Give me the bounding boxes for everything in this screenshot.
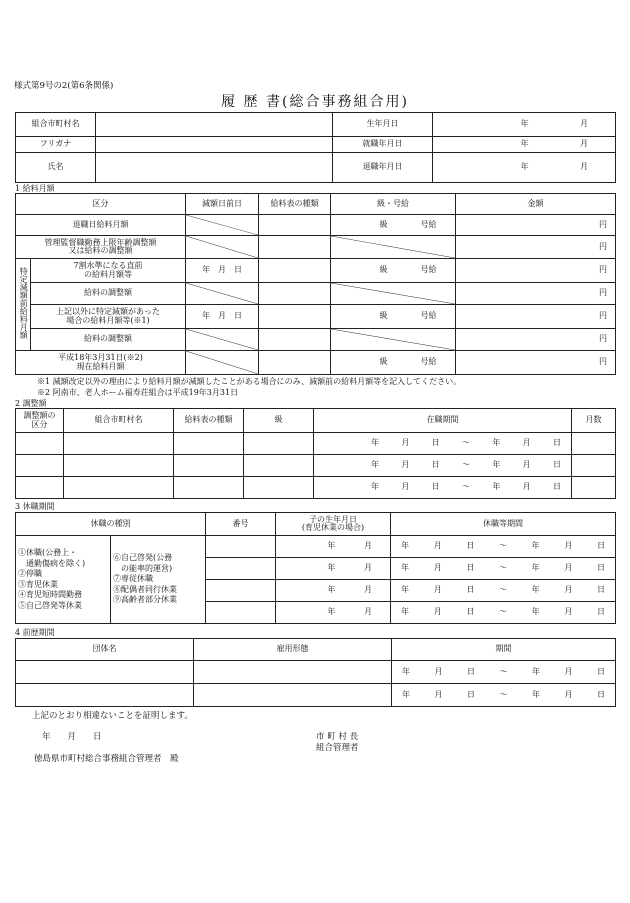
adjustment-table	[15, 408, 616, 499]
input-cell[interactable]	[16, 684, 194, 707]
input-cell[interactable]	[244, 477, 314, 499]
diag-cell	[186, 351, 259, 375]
diag-cell	[186, 283, 259, 305]
col-amount: 金額	[456, 194, 616, 215]
input-cell[interactable]	[259, 283, 331, 305]
child-birth-cell[interactable]: 年 月	[276, 536, 391, 558]
input-cell[interactable]	[244, 455, 314, 477]
period-cell[interactable]: 年 月 日 〜 年 月 日	[392, 684, 616, 707]
date-cell[interactable]: 年 月 日	[186, 305, 259, 329]
amount-cell[interactable]: 円	[456, 259, 616, 283]
row-adjust-b: 給料の調整額	[31, 329, 186, 351]
period-cell[interactable]: 年 月 日 〜 年 月 日	[391, 558, 616, 580]
col-grade: 級・号給	[331, 194, 456, 215]
date-cell[interactable]: 年 月 日	[186, 259, 259, 283]
input-cell[interactable]	[259, 305, 331, 329]
diag-cell	[186, 329, 259, 351]
mayor-label: 市 町 村 長	[316, 732, 359, 742]
union-label: 組合市町村名	[16, 113, 96, 137]
amount-cell[interactable]: 円	[456, 236, 616, 259]
input-cell[interactable]	[194, 684, 392, 707]
input-cell[interactable]	[572, 433, 616, 455]
grade-cell[interactable]: 級 号給	[331, 351, 456, 375]
diag-cell	[331, 283, 456, 305]
diag-cell	[186, 236, 259, 259]
hire-field[interactable]: 年 月	[433, 137, 616, 153]
period-cell[interactable]: 年 月 日 〜 年 月 日	[314, 455, 572, 477]
period-cell[interactable]: 年 月 日 〜 年 月 日	[391, 602, 616, 624]
col-org: 団体名	[16, 639, 194, 661]
section-3-heading: 3 休職期間	[15, 502, 55, 511]
input-cell[interactable]	[259, 236, 331, 259]
amount-cell[interactable]: 円	[456, 215, 616, 236]
input-cell[interactable]	[16, 661, 194, 684]
child-birth-cell[interactable]: 年 月	[276, 580, 391, 602]
period-cell[interactable]: 年 月 日 〜 年 月 日	[314, 433, 572, 455]
input-cell[interactable]	[174, 455, 244, 477]
input-cell[interactable]	[16, 477, 64, 499]
salary-table	[15, 193, 616, 375]
certify-text: 上記のとおり相違ないことを証明します。	[32, 711, 193, 721]
input-cell[interactable]	[16, 433, 64, 455]
row-other-reduce: 上記以外に特定減額があった 場合の給料月額等(※1)	[31, 305, 186, 329]
name-field[interactable]	[96, 153, 333, 183]
col-months: 月数	[572, 409, 616, 433]
input-cell[interactable]	[259, 329, 331, 351]
col-number: 番号	[206, 513, 276, 536]
birth-label: 生年月日	[333, 113, 433, 137]
amount-cell[interactable]: 円	[456, 329, 616, 351]
col-reduce-date: 減額日前日	[186, 194, 259, 215]
input-cell[interactable]	[572, 477, 616, 499]
period-cell[interactable]: 年 月 日 〜 年 月 日	[391, 580, 616, 602]
page-title: 履 歴 書(総合事務組合用)	[221, 94, 409, 110]
name-label: 氏名	[16, 153, 96, 183]
row-adjustment: 管理監督職勤務上限年齢調整額 又は給料の調整額	[16, 236, 186, 259]
retire-field[interactable]: 年 月	[433, 153, 616, 183]
input-cell[interactable]	[194, 661, 392, 684]
col-union: 組合市町村名	[64, 409, 174, 433]
input-cell[interactable]	[16, 455, 64, 477]
child-birth-cell[interactable]: 年 月	[276, 602, 391, 624]
input-cell[interactable]	[259, 259, 331, 283]
leave-kinds-left: ①休職(公務上・ 通勤傷病を除く) ②停職 ③育児休業 ④育児短時間勤務 ⑤自己啓発等休業	[16, 536, 111, 624]
input-cell[interactable]	[174, 433, 244, 455]
personal-info-table	[15, 112, 616, 183]
certify-date: 年 月 日	[42, 732, 102, 742]
amount-cell[interactable]: 円	[456, 283, 616, 305]
row-70pct: 7割水準になる直前 の給料月額等	[31, 259, 186, 283]
grade-cell[interactable]: 級 号給	[331, 259, 456, 283]
diag-cell	[331, 236, 456, 259]
union-field[interactable]	[96, 113, 333, 137]
number-cell[interactable]	[206, 580, 276, 602]
furigana-label: フリガナ	[16, 137, 96, 153]
child-birth-cell[interactable]: 年 月	[276, 558, 391, 580]
note-2: ※2 阿南市、老人ホーム福寿荘組合は平成19年3月31日	[37, 388, 239, 397]
col-leave-period: 休職等期間	[391, 513, 616, 536]
furigana-field[interactable]	[96, 137, 333, 153]
section-2-heading: 2 調整額	[15, 399, 47, 408]
grade-cell[interactable]: 級 号給	[331, 215, 456, 236]
col-period: 期間	[392, 639, 616, 661]
section-4-heading: 4 前歴期間	[15, 628, 55, 637]
col-salary-type: 給料表の種類	[174, 409, 244, 433]
number-cell[interactable]	[206, 558, 276, 580]
input-cell[interactable]	[259, 215, 331, 236]
col-period: 在職期間	[314, 409, 572, 433]
input-cell[interactable]	[64, 433, 174, 455]
input-cell[interactable]	[174, 477, 244, 499]
period-cell[interactable]: 年 月 日 〜 年 月 日	[391, 536, 616, 558]
leave-table	[15, 512, 616, 624]
grade-cell[interactable]: 級 号給	[331, 305, 456, 329]
col-salary-type: 給料表の種類	[259, 194, 331, 215]
row-h18: 平成18年3月31日(※2) 現在給料月額	[16, 351, 186, 375]
retire-label: 退職年月日	[333, 153, 433, 183]
input-cell[interactable]	[64, 477, 174, 499]
number-cell[interactable]	[206, 602, 276, 624]
col-child-birth: 子の生年月日 (育児休業の場合)	[276, 513, 391, 536]
section-1-heading: 1 給料月額	[15, 184, 55, 193]
col-leave-kind: 休職の種別	[16, 513, 206, 536]
col-kubun: 区分	[16, 194, 186, 215]
hire-label: 就職年月日	[333, 137, 433, 153]
admin-label: 組合管理者	[316, 743, 359, 753]
number-cell[interactable]	[206, 536, 276, 558]
note-1: ※1 減額改定以外の理由により給料月額が減額したことがある場合にのみ、減額前の給料月額等を記入してください。	[37, 377, 462, 386]
input-cell[interactable]	[572, 455, 616, 477]
diag-cell	[331, 329, 456, 351]
period-cell[interactable]: 年 月 日 〜 年 月 日	[314, 477, 572, 499]
birth-field[interactable]: 年 月	[433, 113, 616, 137]
amount-cell[interactable]: 円	[456, 351, 616, 375]
col-adj-kubun: 調整額の 区分	[16, 409, 64, 433]
col-employment: 雇用形態	[194, 639, 392, 661]
input-cell[interactable]	[244, 433, 314, 455]
vertical-label: 特定減額前給料月額	[16, 259, 31, 351]
input-cell[interactable]	[64, 455, 174, 477]
period-cell[interactable]: 年 月 日 〜 年 月 日	[392, 661, 616, 684]
prior-employment-table	[15, 638, 616, 707]
leave-kinds-right: ⑥自己啓発(公務 の能率的運営) ⑦専従休職 ⑧配偶者同行休業 ⑨高齢者部分休業	[111, 536, 206, 624]
form-number: 様式第9号の2(第6条関係)	[14, 81, 114, 91]
addressee: 徳島県市町村総合事務組合管理者 殿	[34, 754, 179, 764]
amount-cell[interactable]: 円	[456, 305, 616, 329]
row-adjust-a: 給料の調整額	[31, 283, 186, 305]
diag-cell	[186, 215, 259, 236]
col-grade: 級	[244, 409, 314, 433]
input-cell[interactable]	[259, 351, 331, 375]
row-retire-salary: 退職日給料月額	[16, 215, 186, 236]
